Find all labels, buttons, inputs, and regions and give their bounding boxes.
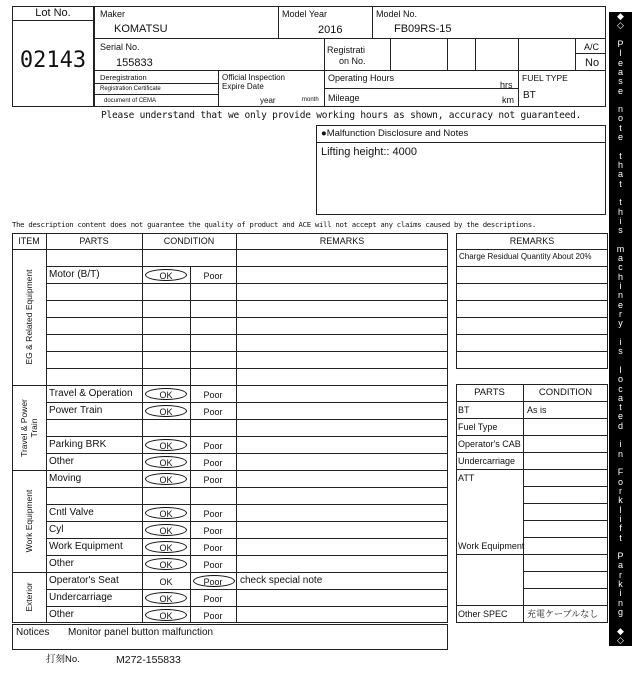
side-note-text: ◆ ◇ P l e a s e n o t e t h a t t h i s m a c h i n e r y i s l o c a t e d i n F o r k l i f t P a r k i n g ◆ ◇ bbox=[616, 11, 625, 645]
ok-label: OK bbox=[159, 577, 173, 587]
part-label: Other bbox=[49, 456, 75, 467]
ok-label: OK bbox=[159, 560, 173, 570]
part-label: Other bbox=[49, 609, 75, 620]
notices-label: Notices bbox=[16, 627, 50, 638]
ac-value: No bbox=[585, 57, 600, 69]
right-condition-value: As is bbox=[527, 405, 547, 415]
right-row-line bbox=[456, 469, 608, 470]
right-row-line bbox=[523, 503, 608, 504]
reg-cert-label: Registration Certificate bbox=[100, 86, 161, 92]
poor-label: Poor bbox=[203, 441, 223, 451]
row-line bbox=[46, 521, 448, 522]
malfunction-text: Lifting height:: 4000 bbox=[321, 146, 418, 158]
part-label: Power Train bbox=[49, 405, 103, 416]
working-hours-note: Please understand that we only provide working hours as shown, accuracy not guaranteed. bbox=[101, 110, 582, 121]
col-remarks: REMARKS bbox=[319, 236, 365, 246]
ok-label: OK bbox=[159, 407, 173, 417]
operating-hours-label: Operating Hours bbox=[328, 73, 395, 83]
poor-label: Poor bbox=[203, 577, 223, 587]
part-label: Parking BRK bbox=[49, 439, 107, 450]
right-col-condition: CONDITION bbox=[538, 387, 593, 398]
right-condition-value: 充電ケーブルなし bbox=[527, 609, 599, 619]
remarks-line bbox=[456, 283, 608, 284]
row-line bbox=[46, 419, 448, 420]
right-row-line bbox=[456, 554, 608, 555]
row-line bbox=[46, 487, 448, 488]
disclaimer: The description content does not guarantee the quality of product and ACE will not accept any claims caused by the descriptions. bbox=[12, 220, 536, 229]
km-label: km bbox=[502, 95, 514, 105]
part-label: Undercarriage bbox=[49, 592, 113, 603]
part-label: Travel & Operation bbox=[49, 388, 133, 399]
ok-label: OK bbox=[159, 458, 173, 468]
row-line bbox=[46, 368, 448, 369]
maker-value: KOMATSU bbox=[114, 23, 168, 35]
remarks-line bbox=[456, 334, 608, 335]
section-travel-label: Travel & Power Train bbox=[19, 399, 39, 457]
row-line bbox=[46, 334, 448, 335]
inspection-label-2: Expire Date bbox=[222, 82, 264, 91]
part-label: Work Equipment bbox=[49, 541, 123, 552]
poor-label: Poor bbox=[203, 390, 223, 400]
right-remarks-title: REMARKS bbox=[509, 236, 555, 246]
row-line bbox=[46, 300, 448, 301]
mileage-label: Mileage bbox=[328, 93, 360, 103]
stamp-value: M272-155833 bbox=[116, 654, 181, 666]
right-part-label: ATT bbox=[458, 473, 475, 483]
side-note-bar bbox=[609, 12, 632, 646]
poor-label: Poor bbox=[203, 594, 223, 604]
right-col-parts: PARTS bbox=[474, 387, 505, 398]
section-exterior-label: Exterior bbox=[24, 582, 34, 612]
ok-label: OK bbox=[159, 390, 173, 400]
ok-label: OK bbox=[159, 526, 173, 536]
registration-label-1: Registrati bbox=[327, 45, 366, 55]
poor-label: Poor bbox=[203, 509, 223, 519]
col-parts: PARTS bbox=[79, 236, 109, 246]
right-row-line bbox=[523, 571, 608, 572]
part-label: Cyl bbox=[49, 524, 64, 535]
row-line bbox=[46, 606, 448, 607]
ok-label: OK bbox=[159, 509, 173, 519]
part-label: Operator's Seat bbox=[49, 575, 119, 586]
row-line bbox=[46, 453, 448, 454]
ok-label: OK bbox=[159, 543, 173, 553]
poor-label: Poor bbox=[203, 611, 223, 621]
col-item: ITEM bbox=[18, 236, 40, 246]
fuel-type-label: FUEL TYPE bbox=[522, 73, 568, 83]
right-row-line bbox=[523, 588, 608, 589]
malfunction-title: ●Malfunction Disclosure and Notes bbox=[321, 128, 469, 139]
remarks-line bbox=[456, 266, 608, 267]
right-part-label: Work Equipment bbox=[458, 541, 525, 551]
right-part-label: BT bbox=[458, 405, 470, 415]
row-line bbox=[46, 402, 448, 403]
lot-label: Lot No. bbox=[35, 7, 71, 19]
model-year-value: 2016 bbox=[318, 24, 343, 36]
remark-text: check special note bbox=[240, 575, 323, 586]
poor-label: Poor bbox=[203, 458, 223, 468]
model-no-label: Model No. bbox=[376, 9, 418, 19]
maker-label: Maker bbox=[100, 9, 126, 19]
poor-label: Poor bbox=[203, 271, 223, 281]
ok-label: OK bbox=[159, 594, 173, 604]
stamp-label: 打刻No. bbox=[46, 654, 80, 665]
right-row-line bbox=[523, 537, 608, 538]
part-label: Moving bbox=[49, 473, 82, 484]
ok-label: OK bbox=[159, 475, 173, 485]
row-line bbox=[46, 351, 448, 352]
remarks-line bbox=[456, 351, 608, 352]
fuel-type-value: BT bbox=[523, 90, 536, 101]
right-row-line bbox=[523, 520, 608, 521]
poor-label: Poor bbox=[203, 560, 223, 570]
part-label: Other bbox=[49, 558, 75, 569]
right-remarks-first: Charge Residual Quantity About 20% bbox=[459, 252, 592, 261]
row-line bbox=[46, 555, 448, 556]
model-year-label: Model Year bbox=[282, 9, 328, 19]
row-line bbox=[46, 436, 448, 437]
inspection-label-1: Official Inspection bbox=[222, 73, 285, 82]
remarks-line bbox=[456, 317, 608, 318]
poor-label: Poor bbox=[203, 526, 223, 536]
row-line bbox=[46, 317, 448, 318]
section-eg-label: EG & Related Equipment bbox=[24, 269, 34, 365]
notices-text: Monitor panel button malfunction bbox=[68, 627, 214, 638]
poor-label: Poor bbox=[203, 407, 223, 417]
poor-label: Poor bbox=[203, 475, 223, 485]
section-work-label: Work Equipment bbox=[24, 489, 34, 553]
row-line bbox=[46, 504, 448, 505]
row-line bbox=[46, 266, 448, 267]
ok-label: OK bbox=[159, 441, 173, 451]
right-part-label: Operator's CAB bbox=[458, 439, 521, 449]
right-part-label: Undercarriage bbox=[458, 456, 516, 466]
lot-number: 02143 bbox=[19, 48, 87, 73]
deregistration-label: Deregistration bbox=[100, 73, 147, 82]
hrs-label: hrs bbox=[500, 80, 513, 90]
serial-label: Serial No. bbox=[100, 42, 140, 52]
part-label: Cntl Valve bbox=[49, 507, 94, 518]
right-part-label: Fuel Type bbox=[458, 422, 498, 432]
ac-label: A/C bbox=[584, 42, 600, 52]
part-label: Motor (B/T) bbox=[49, 269, 100, 280]
registration-label-2: on No. bbox=[339, 56, 366, 66]
ok-label: OK bbox=[159, 611, 173, 621]
ok-label: OK bbox=[159, 271, 173, 281]
right-part-label: Other SPEC bbox=[458, 609, 508, 619]
year-label: year bbox=[260, 96, 276, 105]
remarks-line bbox=[456, 300, 608, 301]
right-row-line bbox=[523, 486, 608, 487]
poor-label: Poor bbox=[203, 543, 223, 553]
serial-value: 155833 bbox=[116, 57, 153, 69]
col-condition: CONDITION bbox=[163, 236, 215, 246]
row-line bbox=[46, 283, 448, 284]
doc-cema-label: document of CEMA bbox=[104, 98, 157, 104]
month-label: month bbox=[302, 97, 319, 103]
model-no-value: FB09RS-15 bbox=[394, 23, 452, 35]
